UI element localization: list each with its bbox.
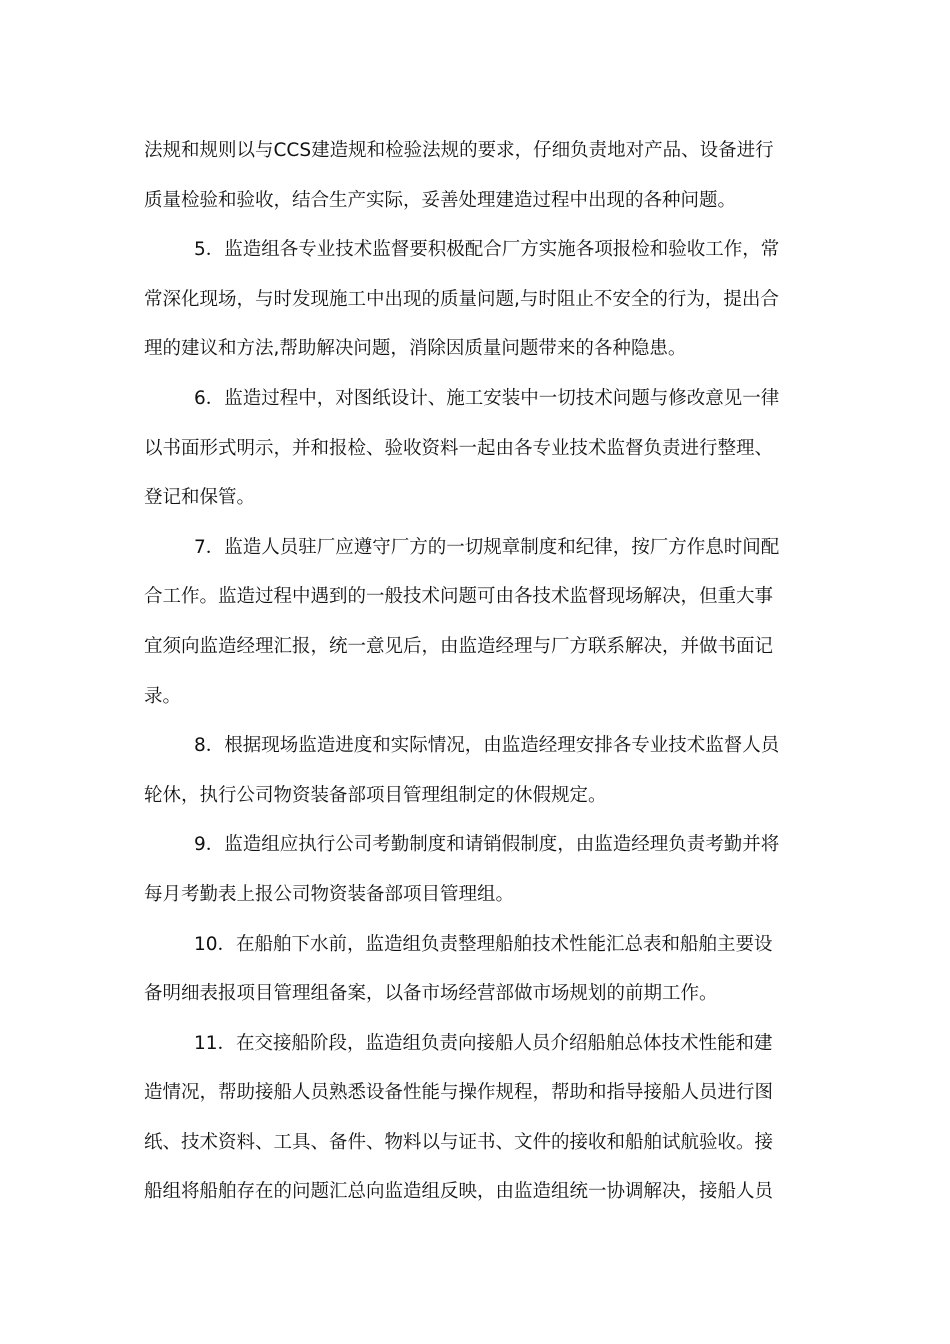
paragraph-11-first-line: 11．在交接船阶段，监造组负责向接船人员介绍船舶总体技术性能和建 [194,1032,773,1054]
text-line: 造情况，帮助接船人员熟悉设备性能与操作规程，帮助和指导接船人员进行图 [144,1082,774,1104]
text-line: 宜须向监造经理汇报，统一意见后，由监造经理与厂方联系解决，并做书面记 [144,635,774,657]
document-body [144,126,808,1217]
paragraph-6-first-line: 6．监造过程中，对图纸设计、施工安装中一切技术问题与修改意见一律 [194,387,780,409]
text-line: 每月考勤表上报公司物资装备部项目管理组。 [144,883,515,905]
text-line: 轮休，执行公司物资装备部项目管理组制定的休假规定。 [144,784,607,806]
text-line: 合工作。监造过程中遇到的一般技术问题可由各技术监督现场解决，但重大事 [144,586,774,608]
paragraph-8-first-line: 8．根据现场监造进度和实际情况，由监造经理安排各专业技术监督人员 [194,735,780,757]
text-line: 录。 [144,685,182,707]
paragraph-10-first-line: 10．在船舶下水前，监造组负责整理船舶技术性能汇总表和船舶主要设 [194,933,773,955]
text-line: 纸、技术资料、工具、备件、物料以与证书、文件的接收和船舶试航验收。接 [144,1131,774,1153]
paragraph-5-first-line: 5．监造组各专业技术监督要积极配合厂方实施各项报检和验收工作，常 [194,239,780,261]
text-line: 法规和规则以与CCS建造规和检验法规的要求，仔细负责地对产品、设备进行 [144,140,774,161]
paragraph-9-first-line: 9．监造组应执行公司考勤制度和请销假制度，由监造经理负责考勤并将 [194,834,780,856]
text-line: 常深化现场，与时发现施工中出现的质量问题,与时阻止不安全的行为，提出合 [144,288,779,310]
paragraph-7-first-line: 7．监造人员驻厂应遵守厂方的一切规章制度和纪律，按厂方作息时间配 [194,536,780,558]
text-line: 船组将船舶存在的问题汇总向监造组反映，由监造组统一协调解决，接船人员 [144,1181,774,1203]
text-line: 以书面形式明示，并和报检、验收资料一起由各专业技术监督负责进行整理、 [144,437,774,459]
text-line: 备明细表报项目管理组备案，以备市场经营部做市场规划的前期工作。 [144,983,718,1005]
text-line: 登记和保管。 [144,487,256,509]
text-line: 理的建议和方法,帮助解决问题，消除因质量问题带来的各种隐患。 [144,338,687,360]
text-line: 质量检验和验收，结合生产实际，妥善处理建造过程中出现的各种问题。 [144,189,737,211]
